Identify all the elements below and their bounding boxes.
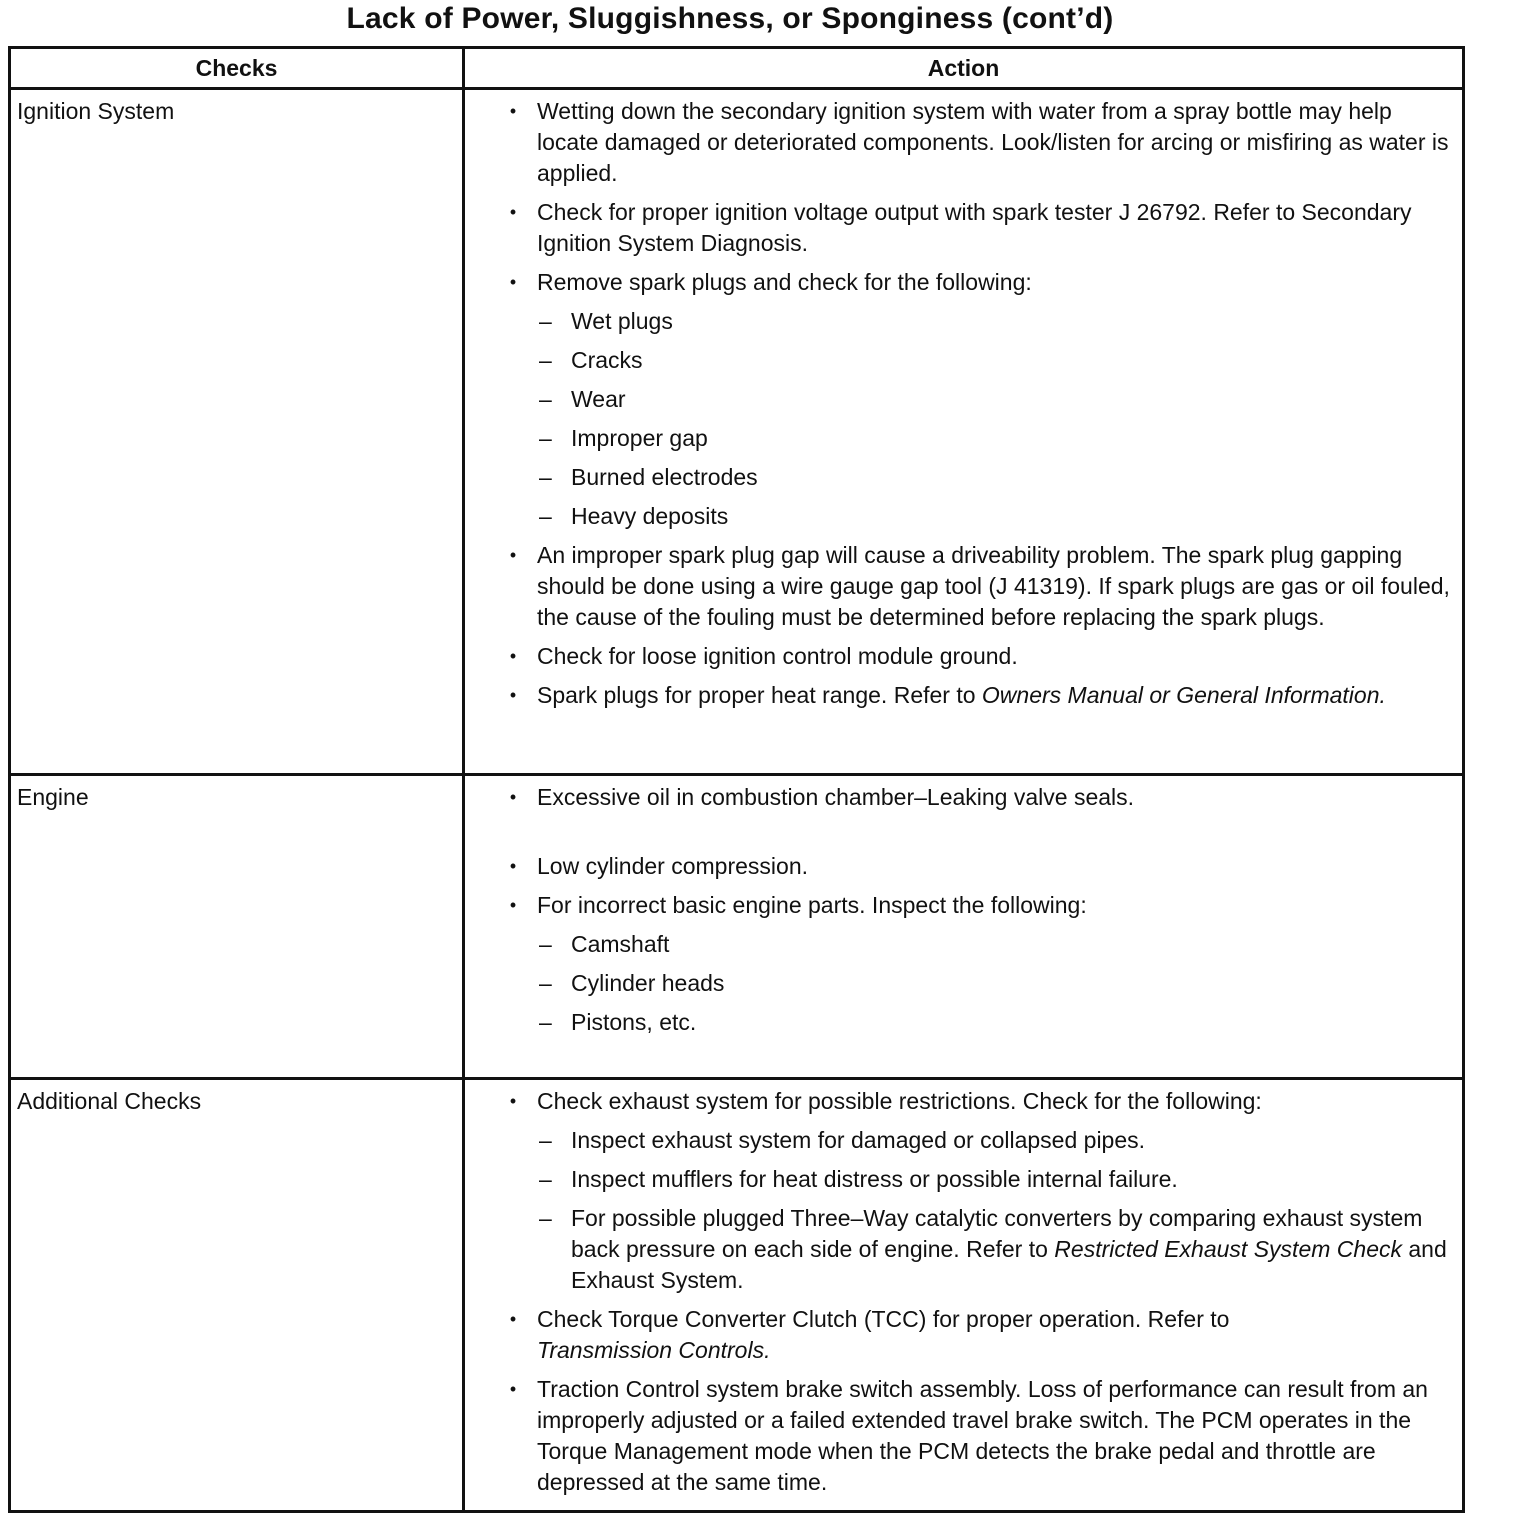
sub-text: Wet plugs	[571, 308, 673, 334]
bullet-icon: •	[509, 1309, 517, 1329]
row-ignition-system	[10, 89, 1464, 775]
sub-item	[537, 1007, 1458, 1038]
header-action: Action	[464, 48, 1464, 89]
dash-icon: –	[539, 970, 552, 996]
sub-text: Camshaft	[571, 931, 670, 957]
bullet-item	[503, 1374, 1458, 1498]
reference-owners-manual: Owners Manual or General Information.	[981, 682, 1386, 708]
sub-item	[537, 1164, 1458, 1195]
bullet-icon: •	[509, 646, 517, 666]
bullet-icon: •	[509, 1379, 517, 1399]
sub-item	[537, 501, 1458, 532]
reference-restricted-exhaust: Restricted Exhaust System Check	[1054, 1236, 1402, 1262]
sub-text: Inspect exhaust system for damaged or collapsed pipes.	[571, 1127, 1146, 1153]
bullet-item	[503, 96, 1458, 189]
bullet-item	[503, 641, 1458, 672]
sub-item	[537, 384, 1458, 415]
bullet-item	[503, 197, 1458, 259]
bullet-item	[503, 540, 1458, 633]
sub-item	[537, 306, 1458, 337]
check-ignition-system: Ignition System	[10, 89, 464, 775]
bullet-list	[503, 782, 1458, 1038]
bullet-text: Low cylinder compression.	[537, 853, 809, 879]
bullet-icon: •	[509, 685, 517, 705]
diagnosis-table	[8, 46, 1465, 1513]
bullet-icon: •	[509, 856, 517, 876]
dash-icon: –	[539, 1127, 552, 1153]
bullet-item	[503, 680, 1458, 711]
sub-item	[537, 1125, 1458, 1156]
check-engine: Engine	[10, 775, 464, 1079]
sub-text-tail: and Exhaust System.	[571, 1236, 1447, 1293]
check-additional: Additional Checks	[10, 1079, 464, 1512]
sub-text: For possible plugged Three–Way catalytic converters by comparing exhaust system back pressure on each side of engine. Refer to	[571, 1205, 1423, 1262]
action-engine	[464, 775, 1464, 1079]
dash-icon: –	[539, 503, 552, 529]
sub-list	[537, 306, 1458, 532]
bullet-item	[503, 1086, 1458, 1296]
page-title: Lack of Power, Sluggishness, or Sponginess (cont’d)	[346, 2, 1114, 35]
action-additional	[464, 1079, 1464, 1512]
spacer	[503, 821, 1458, 851]
bullet-text: Check for loose ignition control module ground.	[537, 643, 1018, 669]
header-row	[10, 48, 1464, 89]
action-ignition-system	[464, 89, 1464, 775]
sub-text: Pistons, etc.	[571, 1009, 697, 1035]
bullet-text: Remove spark plugs and check for the following:	[537, 269, 1032, 295]
bullet-text: Check for proper ignition voltage output with spark tester J 26792. Refer to Secondary Ignition System Diagnosis.	[537, 199, 1412, 256]
sub-item	[537, 968, 1458, 999]
sub-text: Inspect mufflers for heat distress or possible internal failure.	[571, 1166, 1178, 1192]
dash-icon: –	[539, 931, 552, 957]
bullet-text: Check Torque Converter Clutch (TCC) for proper operation. Refer to	[537, 1306, 1230, 1332]
bullet-icon: •	[509, 101, 517, 121]
bullet-item	[503, 851, 1458, 882]
reference-transmission-controls: Transmission Controls.	[537, 1337, 771, 1363]
bullet-text: Check exhaust system for possible restrictions. Check for the following:	[537, 1088, 1262, 1114]
sub-item	[537, 345, 1458, 376]
dash-icon: –	[539, 1166, 552, 1192]
sub-item	[537, 462, 1458, 493]
sub-text: Cylinder heads	[571, 970, 725, 996]
row-engine	[10, 775, 1464, 1079]
sub-item	[537, 929, 1458, 960]
sub-text: Burned electrodes	[571, 464, 758, 490]
sub-item	[537, 423, 1458, 454]
dash-icon: –	[539, 464, 552, 490]
sub-list	[537, 929, 1458, 1038]
row-additional-checks	[10, 1079, 1464, 1512]
bullet-text: Wetting down the secondary ignition system with water from a spray bottle may help locate damaged or deteriorated components. Look/listen for arcing or misfiring as water is applied.	[537, 98, 1449, 186]
bullet-text: An improper spark plug gap will cause a driveability problem. The spark plug gapping should be done using a wire gauge gap tool (J 41319). If spark plugs are gas or oil fouled, the cause of the fouling must be determined before replacing the spark plugs.	[537, 542, 1450, 630]
bullet-text: For incorrect basic engine parts. Inspect the following:	[537, 892, 1087, 918]
sub-item	[537, 1203, 1458, 1296]
bullet-icon: •	[509, 895, 517, 915]
bullet-text: Excessive oil in combustion chamber–Leaking valve seals.	[537, 784, 1135, 810]
bullet-text: Spark plugs for proper heat range. Refer to	[537, 682, 982, 708]
sub-list	[537, 1125, 1458, 1296]
bullet-icon: •	[509, 545, 517, 565]
bullet-item	[503, 267, 1458, 532]
dash-icon: –	[539, 308, 552, 334]
sub-text: Improper gap	[571, 425, 708, 451]
bullet-list	[503, 96, 1458, 711]
bullet-icon: •	[509, 202, 517, 222]
sub-text: Wear	[571, 386, 626, 412]
bullet-icon: •	[509, 272, 517, 292]
dash-icon: –	[539, 1009, 552, 1035]
bullet-icon: •	[509, 1091, 517, 1111]
bullet-item	[503, 890, 1458, 1038]
bullet-item	[503, 782, 1458, 813]
dash-icon: –	[539, 425, 552, 451]
bullet-item	[503, 1304, 1458, 1366]
sub-text: Heavy deposits	[571, 503, 729, 529]
bullet-text: Traction Control system brake switch assembly. Loss of performance can result from an improperly adjusted or a failed extended travel brake switch. The PCM operates in the Torque Management mode when the PCM detects the brake pedal and throttle are depressed at the same time.	[537, 1376, 1428, 1495]
sub-text: Cracks	[571, 347, 643, 373]
dash-icon: –	[539, 1205, 552, 1231]
dash-icon: –	[539, 347, 552, 373]
bullet-icon: •	[509, 787, 517, 807]
header-checks: Checks	[10, 48, 464, 89]
dash-icon: –	[539, 386, 552, 412]
bullet-list	[503, 1086, 1458, 1498]
